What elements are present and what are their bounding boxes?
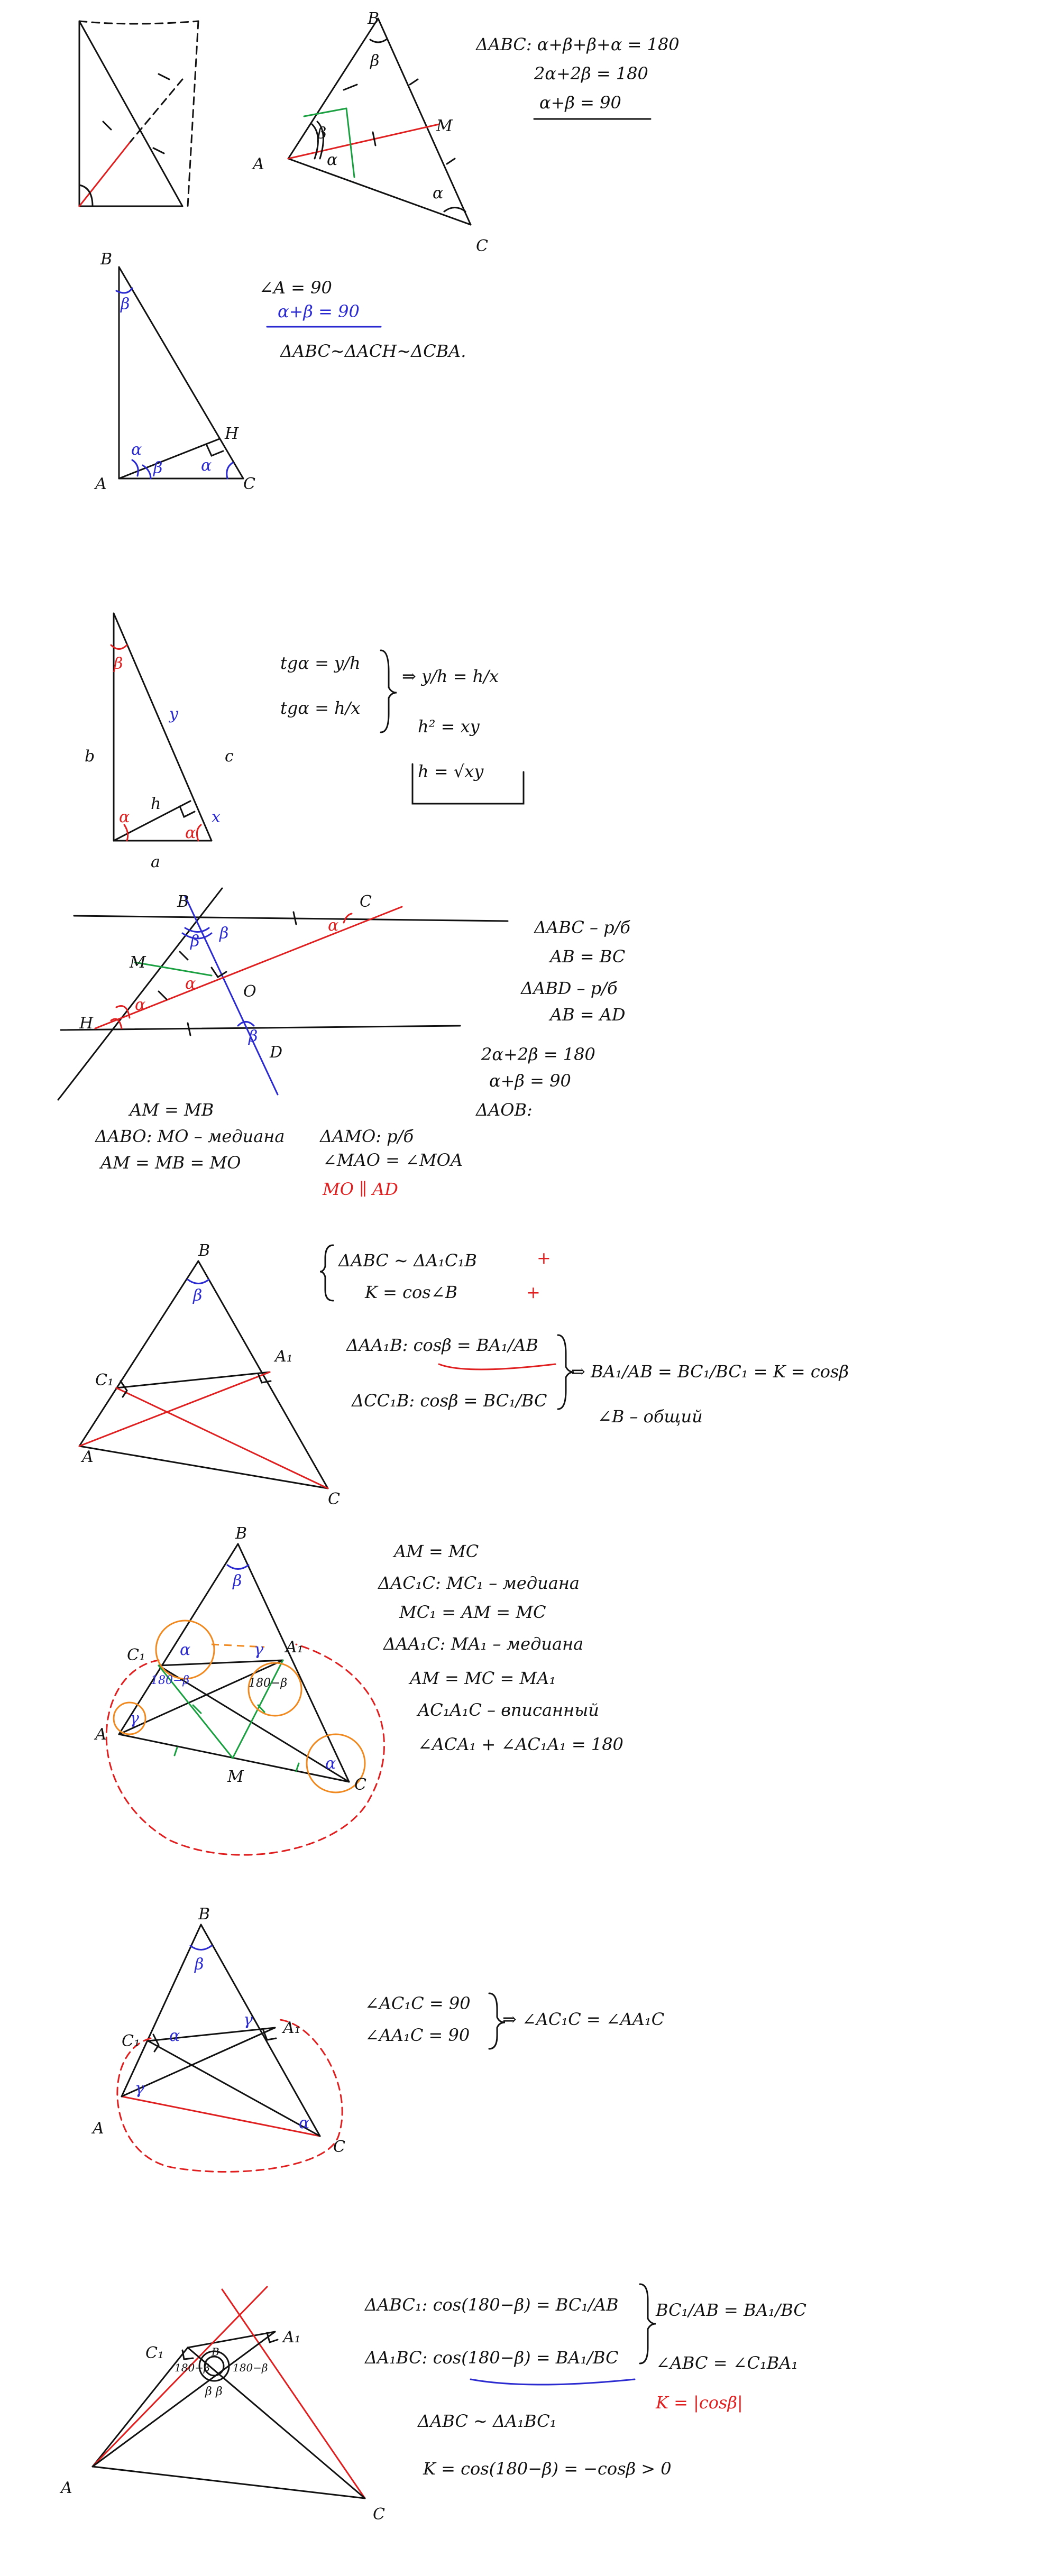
s6-note-5: AM = MC = MA₁ <box>410 1668 556 1688</box>
s4-angle-beta-1: β <box>190 932 200 951</box>
sketch-1-rectangle <box>79 21 198 206</box>
s6-note-7: ∠ACA₁ + ∠AC₁A₁ = 180 <box>418 1734 623 1754</box>
s8-note-1: ΔABC₁: cos(180−β) = BC₁/AB <box>365 2295 619 2315</box>
s7-angle-gamma-a1: γ <box>243 2011 253 2029</box>
s6-vertex-c: C <box>354 1775 366 1794</box>
s8-note-3: BC₁/AB = BA₁/BC <box>656 2300 806 2320</box>
s4-angle-alpha-3: α <box>328 916 339 935</box>
s5-vertex-c1: C₁ <box>95 1371 114 1390</box>
s4-point-b: B <box>177 893 189 911</box>
s3-brace <box>381 650 397 732</box>
s4-note-r5: 2α+2β = 180 <box>481 1044 595 1064</box>
s3-note-2: tgα = h/x <box>280 698 361 718</box>
s3-note-4: h² = xy <box>418 716 480 737</box>
s7-angle-beta: β <box>195 1955 204 1974</box>
s8-angle-180-beta-2: 180−β <box>233 2361 268 2374</box>
s6-note-4: ΔAA₁C: MA₁ – медиана <box>383 1634 584 1654</box>
s5-vertex-b: B <box>198 1241 210 1260</box>
s4-point-d: D <box>270 1043 283 1062</box>
s6-angle-180-beta-1: 180−β <box>151 1674 190 1687</box>
s4-angle-beta-3: β <box>249 1027 258 1046</box>
sketch-3-right-triangle <box>111 613 212 841</box>
s3-seg-y: y <box>169 705 178 723</box>
s7-vertex-b: B <box>198 1905 210 1924</box>
s6-vertex-a: A <box>95 1725 107 1744</box>
s8-underline <box>471 2379 635 2385</box>
sketch-8-obtuse <box>93 2287 365 2498</box>
s3-seg-h: h <box>151 795 161 813</box>
s4-note-r2: AB = BC <box>550 946 626 967</box>
s2-angle-beta-a: β <box>153 459 163 477</box>
s4-angle-beta-2: β <box>219 924 229 943</box>
s1-note-2: 2α+2β = 180 <box>534 63 648 84</box>
s5-plus-2: + <box>526 1282 540 1302</box>
s1-note-1: ΔABC: α+β+β+α = 180 <box>476 34 680 54</box>
s2-vertex-a: A <box>95 475 107 493</box>
s1-vertex-c: C <box>476 237 488 255</box>
s1-vertex-m: M <box>436 117 453 135</box>
s7-angle-alpha-c: α <box>299 2114 310 2132</box>
s6-angle-alpha-c1: α <box>180 1641 191 1659</box>
s4-point-c: C <box>360 893 372 911</box>
s4-note-r6: α+β = 90 <box>489 1071 571 1091</box>
s8-angle-beta-1: β <box>205 2385 212 2398</box>
s2-angle-alpha-a: α <box>131 440 142 459</box>
s8-vertex-c1: C₁ <box>145 2344 164 2362</box>
s3-note-5: h = √xy <box>418 761 484 781</box>
s8-angle-beta-2: β <box>216 2385 223 2398</box>
s5-plus-1: + <box>537 1248 551 1268</box>
s2-angle-beta-b: β <box>121 295 130 314</box>
s4-angle-alpha-2: α <box>135 996 146 1014</box>
s3-side-a: a <box>151 853 160 871</box>
s1-angle-beta-a: β <box>317 124 327 143</box>
s4-angle-alpha-1: α <box>185 974 196 993</box>
s7-note-1: ∠AC₁C = 90 <box>365 1993 471 2013</box>
s1-note-3: α+β = 90 <box>539 93 621 113</box>
s4-note-l3: AM = MB = MO <box>100 1153 241 1173</box>
sketch-7-inscribed <box>117 1925 342 2172</box>
s6-note-1: AM = MC <box>394 1541 479 1561</box>
s5-brace <box>320 1245 333 1301</box>
s6-vertex-a1: A₁ <box>286 1638 304 1657</box>
s2-vertex-c: C <box>243 475 255 493</box>
s5-note-2: K = cos∠B <box>365 1282 457 1302</box>
s8-note-7: K = cos(180−β) = −cosβ > 0 <box>423 2459 672 2479</box>
s4-point-m: M <box>130 953 146 972</box>
s3-note-3: ⇒ y/h = h/x <box>402 666 499 686</box>
s7-vertex-c1: C₁ <box>122 2032 140 2050</box>
s4-note-l1: AM = MB <box>130 1100 214 1120</box>
sketch-5-acute-triangle <box>79 1261 328 1488</box>
s6-point-m: M <box>227 1768 244 1786</box>
s6-angle-gamma-a: γ <box>130 1709 139 1728</box>
s4-note-l2: ΔABO: MO – медиана <box>95 1126 285 1146</box>
s4-note-r1: ΔABC – р/б <box>534 917 630 937</box>
s6-angle-180-beta-2: 180−β <box>249 1677 288 1690</box>
s2-vertex-h: H <box>225 425 239 443</box>
s2-note-3: ΔABC∼ΔACH∼ΔCBA. <box>280 341 466 361</box>
s8-note-4: ∠ABC = ∠C₁BA₁ <box>656 2353 799 2373</box>
s5-note-3: ΔAA₁B: cosβ = BA₁/AB <box>346 1335 538 1355</box>
s5-note-5: ⇒ BA₁/AB = BC₁/BC₁ = K = cosβ <box>571 1361 849 1382</box>
s5-vertex-c: C <box>328 1490 340 1508</box>
s2-note-1: ∠A = 90 <box>259 278 332 298</box>
s5-angle-beta: β <box>193 1286 203 1305</box>
s1-angle-beta-top: β <box>370 52 380 70</box>
s8-vertex-b: B <box>212 2345 219 2358</box>
s3-seg-x: x <box>212 808 221 826</box>
s3-note-1: tgα = y/h <box>280 653 361 673</box>
s6-note-2: ΔAC₁C: MC₁ – медиана <box>378 1573 580 1593</box>
s8-vertex-a: A <box>61 2479 72 2497</box>
s7-vertex-a1: A₁ <box>283 2019 301 2037</box>
s2-note-2: α+β = 90 <box>278 301 360 321</box>
s4-note-r7: ΔAOB: <box>476 1100 533 1120</box>
s4-note-m2: ∠MAO = ∠MOA <box>323 1150 463 1170</box>
s5-note-4: ΔCC₁B: cosβ = BC₁/BC <box>352 1391 547 1411</box>
s1-vertex-b: B <box>368 10 380 28</box>
s8-note-6: ΔABC ∼ ΔA₁BC₁ <box>418 2411 557 2431</box>
s4-note-r3: ΔABD – р/б <box>521 978 618 998</box>
s6-angle-gamma-a1: γ <box>254 1641 263 1659</box>
s8-vertex-c: C <box>373 2505 385 2524</box>
s4-note-r4: AB = AD <box>550 1005 626 1025</box>
s3-angle-beta: β <box>114 655 123 673</box>
s5-underline <box>439 1364 555 1369</box>
s2-vertex-b: B <box>100 250 113 269</box>
s6-note-6: AC₁A₁C – вписанный <box>418 1700 599 1720</box>
s7-note-3: ⇒ ∠AC₁C = ∠AA₁C <box>502 2009 665 2029</box>
s5-note-1: ΔABC ∼ ΔA₁C₁B <box>338 1250 477 1271</box>
s4-point-h: H <box>79 1014 94 1033</box>
sketch-6-inscribed <box>106 1544 384 1855</box>
s5-vertex-a: A <box>82 1448 94 1466</box>
s3-side-c: c <box>225 747 234 766</box>
s3-angle-alpha-c: α <box>185 824 196 842</box>
s1-angle-alpha-a: α <box>327 151 338 169</box>
s6-angle-beta: β <box>233 1572 242 1590</box>
s5-vertex-a1: A₁ <box>275 1347 293 1366</box>
s2-angle-alpha-c: α <box>201 456 212 475</box>
s3-side-b: b <box>85 747 95 766</box>
s4-note-m3: MO ∥ AD <box>323 1179 398 1199</box>
s4-point-o: O <box>243 982 256 1001</box>
s8-vertex-a1: A₁ <box>283 2328 301 2347</box>
sketch-4-parallels <box>58 888 508 1100</box>
s1-vertex-a: A <box>253 155 264 173</box>
s7-note-2: ∠AA₁C = 90 <box>365 2025 470 2045</box>
s6-vertex-c1: C₁ <box>127 1646 145 1664</box>
s8-angle-180-beta-1: 180−β <box>175 2361 210 2374</box>
s7-angle-alpha-c1: α <box>169 2027 180 2045</box>
s7-angle-gamma-a: γ <box>135 2080 144 2098</box>
s4-note-m1: ΔAMO: р/б <box>320 1126 414 1146</box>
s3-angle-alpha-a: α <box>119 808 130 826</box>
s7-vertex-c: C <box>333 2138 345 2156</box>
s1-angle-alpha-c: α <box>433 184 444 203</box>
s8-note-2: ΔA₁BC: cos(180−β) = BA₁/BC <box>365 2348 619 2368</box>
s8-brace <box>640 2284 656 2363</box>
s7-vertex-a: A <box>93 2119 104 2138</box>
s5-note-6: ∠B – общий <box>598 1406 703 1427</box>
s6-vertex-b: B <box>235 1524 247 1543</box>
s8-note-5: K = |cosβ| <box>656 2393 743 2413</box>
s6-angle-alpha-c: α <box>325 1754 336 1773</box>
s6-note-3: MC₁ = AM = MC <box>399 1602 546 1622</box>
